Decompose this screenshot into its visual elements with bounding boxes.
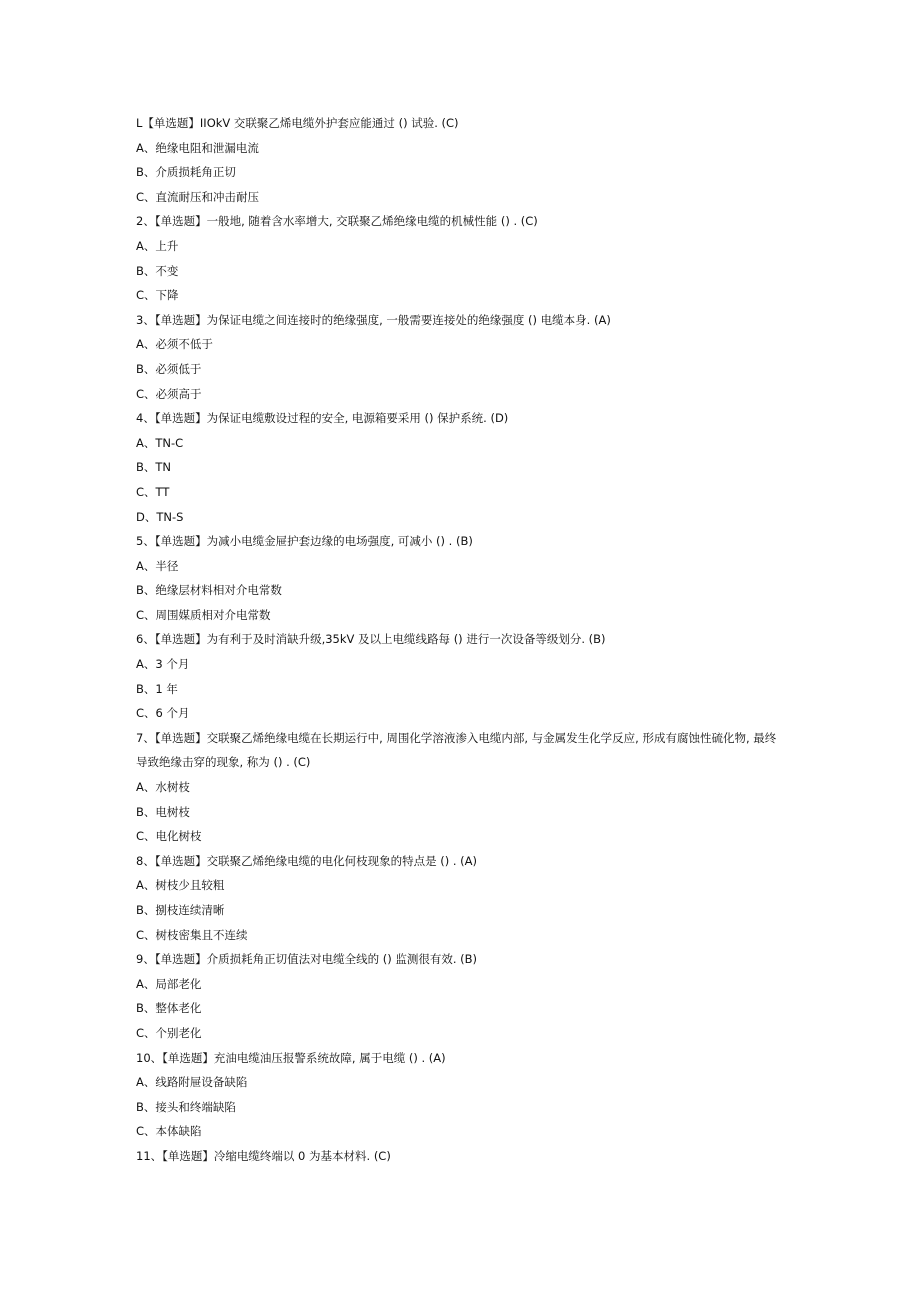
option-4b: B、TN [136, 460, 172, 475]
question-10: 10、【单选题】充油电缆油压报警系统故障, 属于电缆 () . (A) [136, 1050, 446, 1065]
option-10a: A、线路附屉设备缺陷 [136, 1075, 248, 1090]
option-2c: C、下降 [136, 288, 179, 303]
option-4d: D、TN-S [136, 509, 184, 524]
option-3b: B、必须低于 [136, 361, 202, 376]
option-8c: C、树枝密集且不连续 [136, 927, 248, 942]
question-11: 11、【单选题】冷缩电缆终端以 0 为基本材料. (C) [136, 1148, 391, 1163]
question-3: 3、【单选题】为保证电缆之间连接时的绝缘强度, 一般需要连接处的绝缘强度 () 电缆本身. (A) [136, 312, 611, 327]
option-5a: A、半径 [136, 558, 179, 573]
option-4c: C、TT [136, 484, 170, 499]
option-7c: C、电化树枝 [136, 829, 202, 844]
option-9c: C、个别老化 [136, 1025, 202, 1040]
option-10b: B、接头和终端缺陷 [136, 1099, 236, 1114]
question-8: 8、【单选题】交联聚乙烯绝缘电缆的电化何枝现象的特点是 () . (A) [136, 853, 477, 868]
option-5c: C、周围媒质相对介电常数 [136, 607, 271, 622]
question-list [136, 111, 796, 1169]
option-8b: B、捌枝连续清晰 [136, 903, 225, 917]
option-6a: A、3 个月 [136, 657, 190, 672]
question-6: 6、【单选题】为有利于及时消缺升级,35kV 及以上电缆线路每 () 进行一次设备等级划分. (B) [136, 632, 606, 647]
question-4: 4、【单选题】为保证电缆敷设过程的安全, 电源箱要采用 () 保护系统. (D) [136, 411, 509, 426]
question-2: 2、【单选题】一般地, 随着含水率增大, 交联聚乙烯绝缘电缆的机械性能 () . (C) [136, 214, 538, 229]
option-9a: A、局部老化 [136, 976, 202, 991]
question-7-continued: 导致绝缘击穿的现象, 称为 () . (C) [136, 755, 311, 770]
option-2a: A、上升 [136, 238, 179, 253]
question-7: 7、【单选题】交联聚乙烯绝缘电缆在长期运行中, 周围化学溶液渗入电缆内部, 与金属发生化学反应, 形成有腐蚀性硫化物, 最终 [136, 730, 777, 745]
option-1b: B、介质损耗角正切 [136, 165, 236, 180]
question-1: L【单选题】IIOkV 交联聚乙烯电缆外护套应能通过 () 试验. (C) [136, 116, 459, 130]
option-3a: A、必须不低于 [136, 337, 213, 352]
option-6b: B、1 年 [136, 681, 178, 696]
question-9: 9、【单选题】介质损耗角正切值法对电缆全线的 () 监测很有效. (B) [136, 952, 478, 967]
option-4a: A、TN-C [136, 435, 184, 450]
option-8a: A、树枝少且较粗 [136, 878, 225, 893]
option-7a: A、水树枝 [136, 780, 190, 795]
option-3c: C、必须高于 [136, 386, 202, 401]
option-9b: B、整体老化 [136, 1001, 202, 1016]
option-1c: C、直流耐压和冲击耐压 [136, 189, 260, 204]
option-10c: C、本体缺陷 [136, 1124, 202, 1139]
option-2b: B、不变 [136, 263, 179, 278]
option-5b: B、绝缘层材料相对介电常数 [136, 583, 282, 598]
question-5: 5、【单选题】为减小电缆金屉护套边缘的电场强度, 可减小 () . (B) [136, 534, 473, 549]
option-6c: C、6 个月 [136, 706, 190, 721]
option-1a: A、绝缘电阻和泄漏电流 [136, 140, 259, 155]
option-7b: B、电树枝 [136, 804, 190, 819]
